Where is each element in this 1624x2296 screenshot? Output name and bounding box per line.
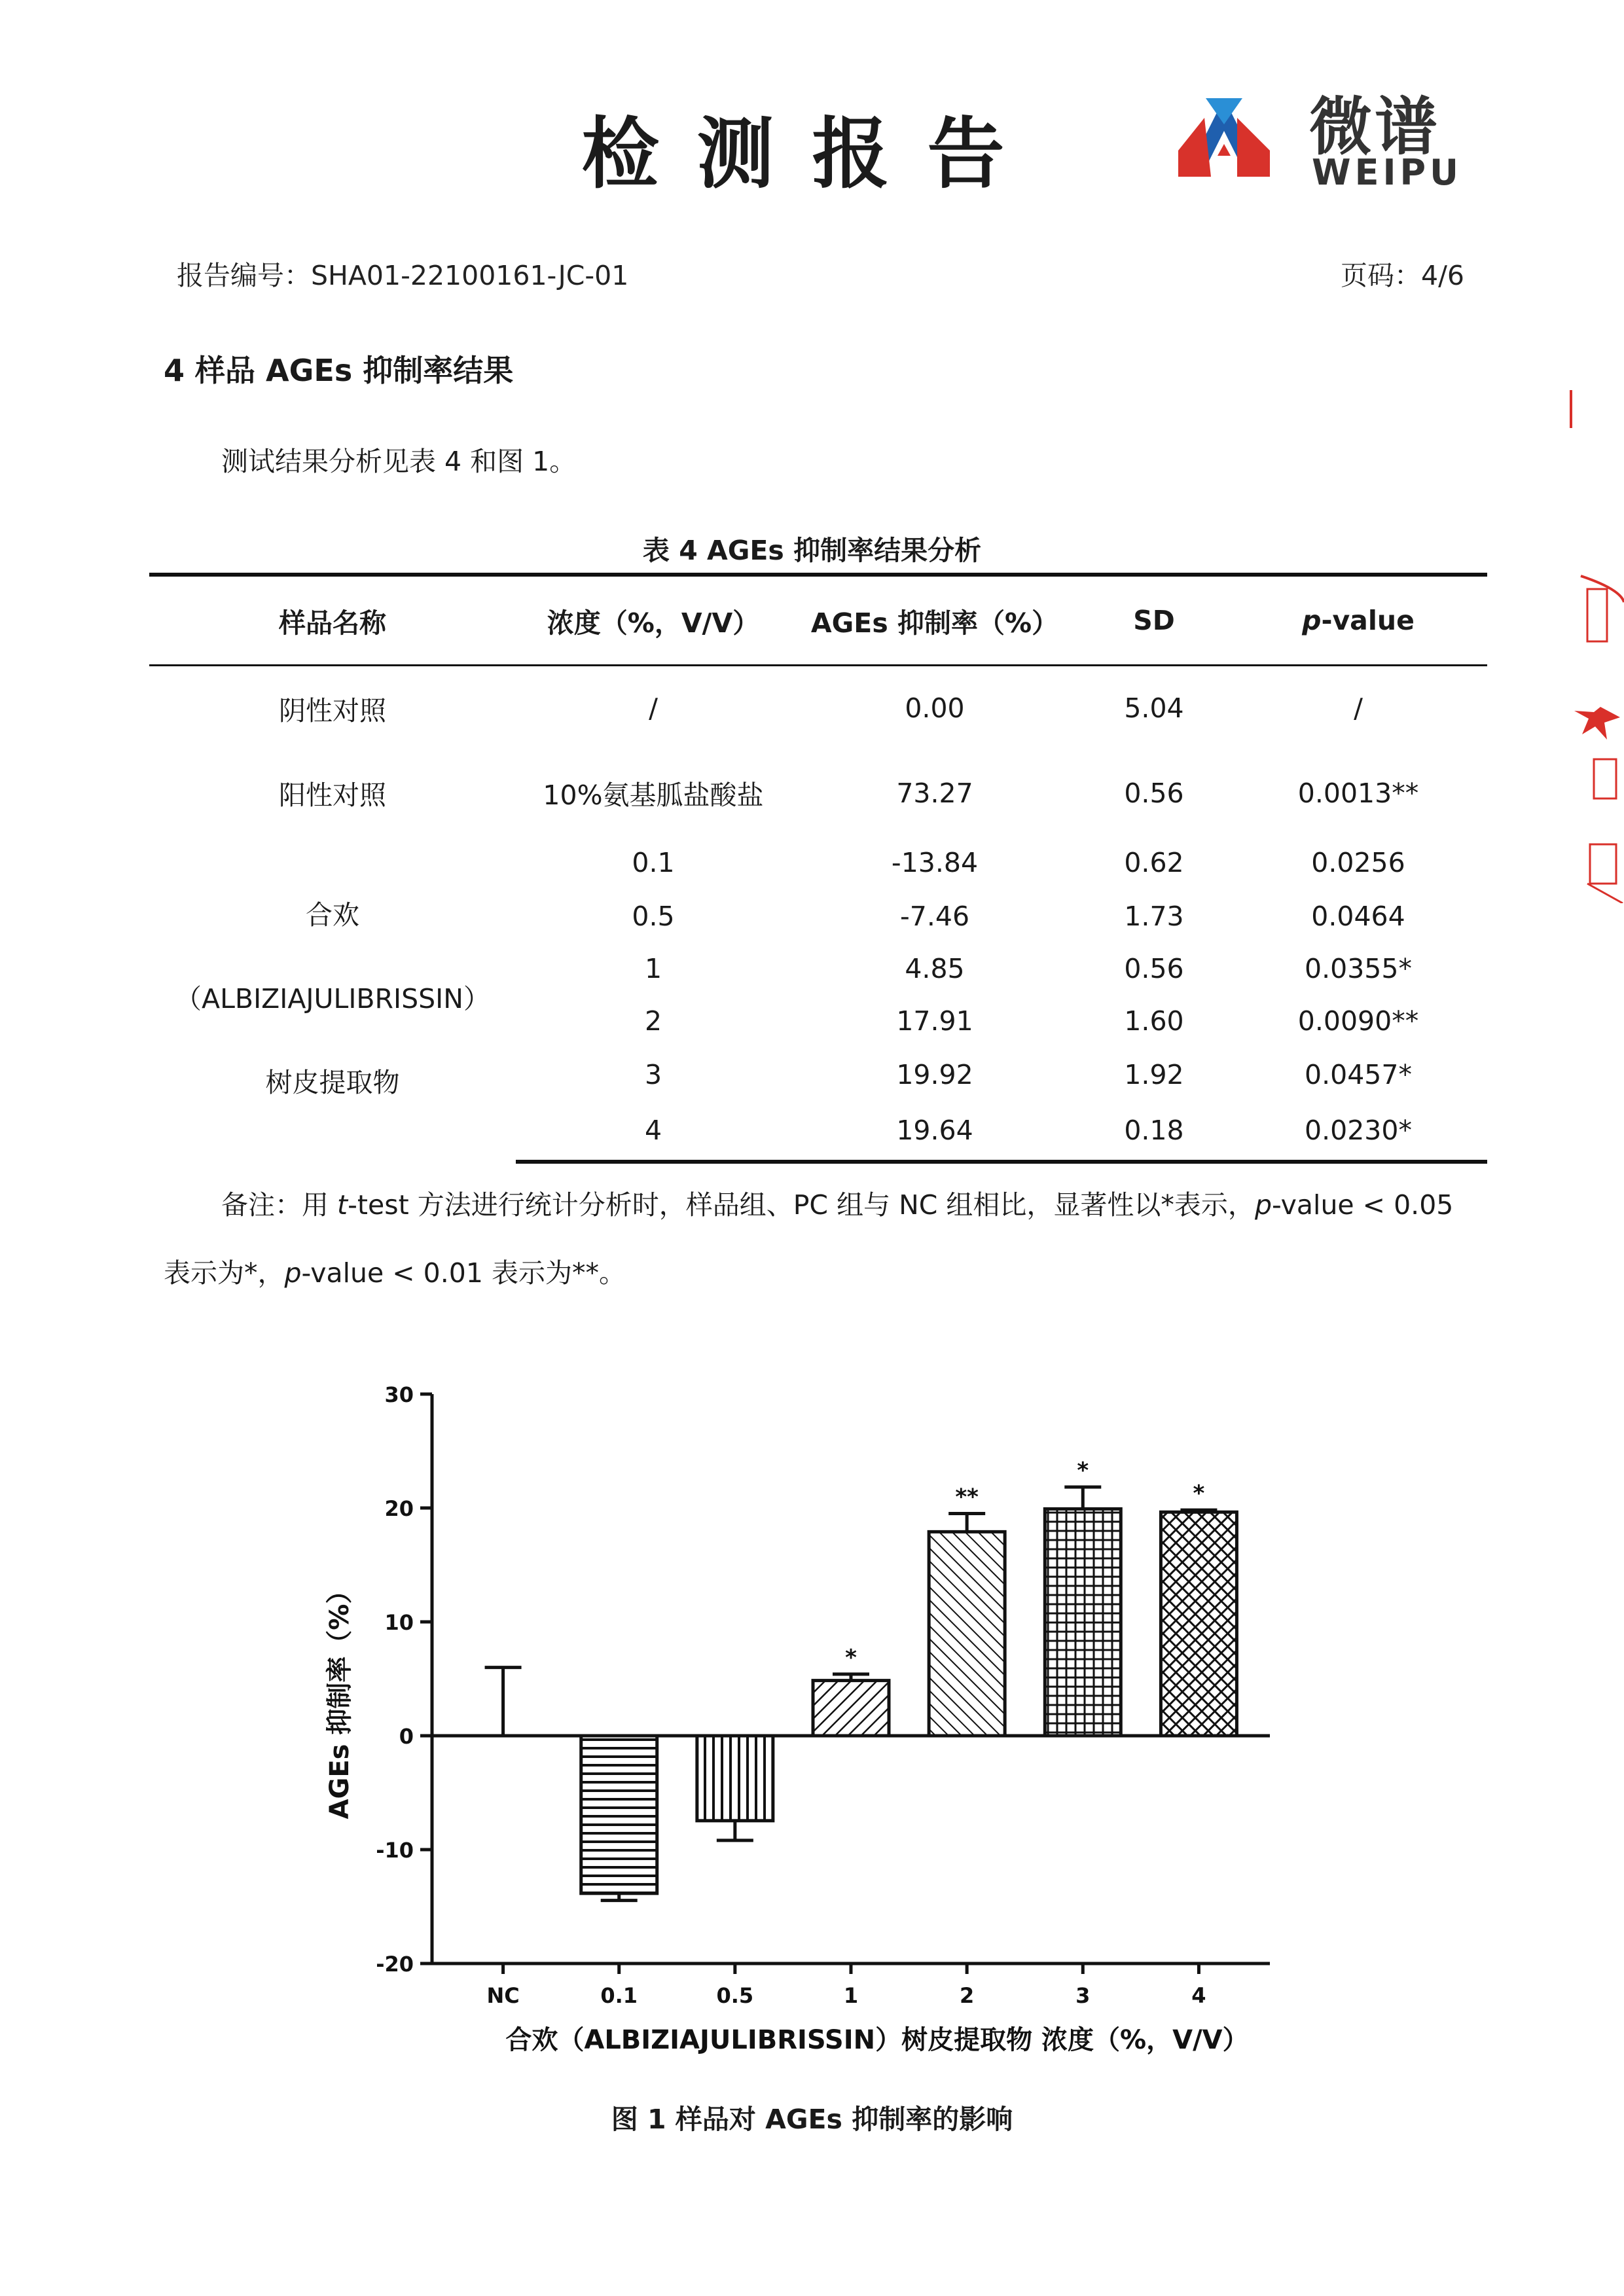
note-line-1 — [221, 1183, 1453, 1222]
cell-p: 0.0013** — [1297, 777, 1419, 809]
table-row — [149, 751, 1487, 836]
y-tick-label: -10 — [376, 1838, 414, 1863]
section-title: 4 样品 AGEs 抑制率结果 — [164, 353, 514, 388]
cell-sd: 1.60 — [1124, 1005, 1184, 1037]
page-number — [1341, 254, 1464, 293]
cell-rate: -7.46 — [899, 900, 970, 932]
cell-p: / — [1354, 692, 1363, 725]
x-tick-label: 2 — [960, 1983, 975, 2008]
header-concentration: 浓度（%，V/V） — [516, 575, 791, 666]
report-number-value: SHA01-22100161-JC-01 — [311, 260, 629, 291]
x-tick-label: 3 — [1075, 1983, 1091, 2008]
group-name-line3: 树皮提取物 — [265, 1066, 400, 1098]
cell-rate: 19.92 — [896, 1058, 973, 1090]
report-number — [177, 254, 628, 293]
results-table — [149, 573, 1487, 1164]
x-axis-title: 合欢（ALBIZIAJULIBRISSIN）树皮提取物 浓度（%，V/V） — [505, 2025, 1249, 2055]
y-tick-label: 0 — [399, 1724, 414, 1749]
x-tick-label: 1 — [843, 1983, 859, 2008]
note-text: 备注：用 — [221, 1189, 338, 1221]
table-row — [149, 836, 1487, 889]
table-row — [149, 666, 1487, 751]
bar — [581, 1736, 657, 1893]
x-tick-label: NC — [486, 1983, 520, 2008]
y-tick-label: -20 — [376, 1952, 414, 1977]
cell-rate: 0.00 — [905, 692, 965, 725]
cell-sd: 5.04 — [1124, 692, 1184, 725]
group-name-line1: 合欢 — [306, 899, 359, 931]
note-line-2 — [164, 1251, 626, 1290]
note-italic-p: p — [1254, 1189, 1272, 1221]
cell-sd: 1.73 — [1124, 900, 1184, 932]
cell-p: 0.0457* — [1305, 1058, 1412, 1090]
cell-sd: 1.92 — [1124, 1058, 1184, 1090]
bar — [813, 1681, 889, 1736]
table-caption: 表 4 AGEs 抑制率结果分析 — [642, 535, 982, 566]
figure-caption: 图 1 样品对 AGEs 抑制率的影响 — [611, 2104, 1013, 2135]
bar — [929, 1532, 1005, 1736]
stamp-mark — [1570, 390, 1572, 428]
table-header-row — [149, 575, 1487, 666]
cell-rate: -13.84 — [891, 846, 979, 878]
header-sample-name: 样品名称 — [149, 575, 516, 666]
report-number-label: 报告编号： — [177, 260, 311, 291]
significance-label: * — [1077, 1457, 1089, 1484]
note-text: -test 方法进行统计分析时，样品组、PC 组与 NC 组相比，显著性以*表示， — [348, 1189, 1255, 1221]
cell-p: 0.0230* — [1229, 1102, 1487, 1162]
report-title: 检测报告 — [581, 108, 1043, 199]
page-number-value: 4/6 — [1421, 260, 1464, 291]
chart-bars — [485, 1487, 1237, 1901]
cell-group-name — [149, 836, 516, 1162]
logo-en-text: WEIPU — [1312, 152, 1462, 193]
x-tick-label: 0.1 — [600, 1983, 638, 2008]
header-p-value: p-value — [1229, 575, 1487, 666]
inhibition-bar-chart — [301, 1361, 1322, 2068]
page-number-label: 页码： — [1341, 260, 1421, 291]
cell-conc: 0.1 — [632, 846, 675, 878]
cell-rate: 4.85 — [905, 952, 965, 984]
x-tick-label: 0.5 — [716, 1983, 754, 2008]
cell-rate: 73.27 — [896, 777, 973, 809]
cell-p: 0.0090** — [1297, 1005, 1419, 1037]
cell-conc: 2 — [644, 1005, 662, 1037]
cell-name: 阴性对照 — [279, 694, 386, 726]
cell-conc: 0.5 — [632, 900, 675, 932]
cell-conc: 3 — [644, 1058, 662, 1090]
header-inhibition-rate: AGEs 抑制率（%） — [791, 575, 1079, 666]
y-tick-label: 30 — [384, 1382, 414, 1407]
significance-label: * — [845, 1644, 857, 1671]
y-tick-label: 20 — [384, 1496, 414, 1521]
note-text: -value < 0.05 — [1271, 1189, 1454, 1221]
cell-conc: 1 — [644, 952, 662, 984]
intro-text: 测试结果分析见表 4 和图 1。 — [221, 446, 577, 477]
header-sd: SD — [1079, 575, 1229, 666]
bar — [697, 1736, 773, 1821]
x-tick-label: 4 — [1191, 1983, 1206, 2008]
logo-cn-text: 微谱 — [1309, 90, 1440, 164]
significance-label: * — [1193, 1480, 1205, 1507]
significance-label: ** — [955, 1484, 979, 1511]
note-text: -value < 0.01 表示为**。 — [301, 1257, 626, 1289]
cell-conc: 10%氨基胍盐酸盐 — [543, 780, 764, 811]
cell-rate: 17.91 — [896, 1005, 973, 1037]
cell-sd: 0.62 — [1124, 846, 1184, 878]
group-name-line2: （ALBIZIAJULIBRISSIN） — [175, 982, 490, 1014]
y-axis-title: AGEs 抑制率（%） — [325, 1577, 355, 1820]
cell-p: 0.0464 — [1311, 900, 1405, 932]
cell-p: 0.0355* — [1305, 952, 1412, 984]
note-italic-p: p — [284, 1257, 302, 1289]
cell-conc: 4 — [516, 1102, 791, 1162]
cell-p: 0.0256 — [1311, 846, 1405, 878]
cell-sd: 0.18 — [1079, 1102, 1229, 1162]
cell-name: 阳性对照 — [279, 780, 386, 811]
cell-conc: / — [649, 692, 658, 725]
note-text: 表示为*， — [164, 1257, 285, 1289]
stamp-icon — [1568, 563, 1624, 903]
note-italic-t: t — [337, 1189, 348, 1221]
cell-sd: 0.56 — [1124, 952, 1184, 984]
cell-rate: 19.64 — [791, 1102, 1079, 1162]
bar — [1161, 1512, 1236, 1736]
bar — [1045, 1509, 1121, 1736]
cell-sd: 0.56 — [1124, 777, 1184, 809]
y-tick-label: 10 — [384, 1610, 414, 1635]
